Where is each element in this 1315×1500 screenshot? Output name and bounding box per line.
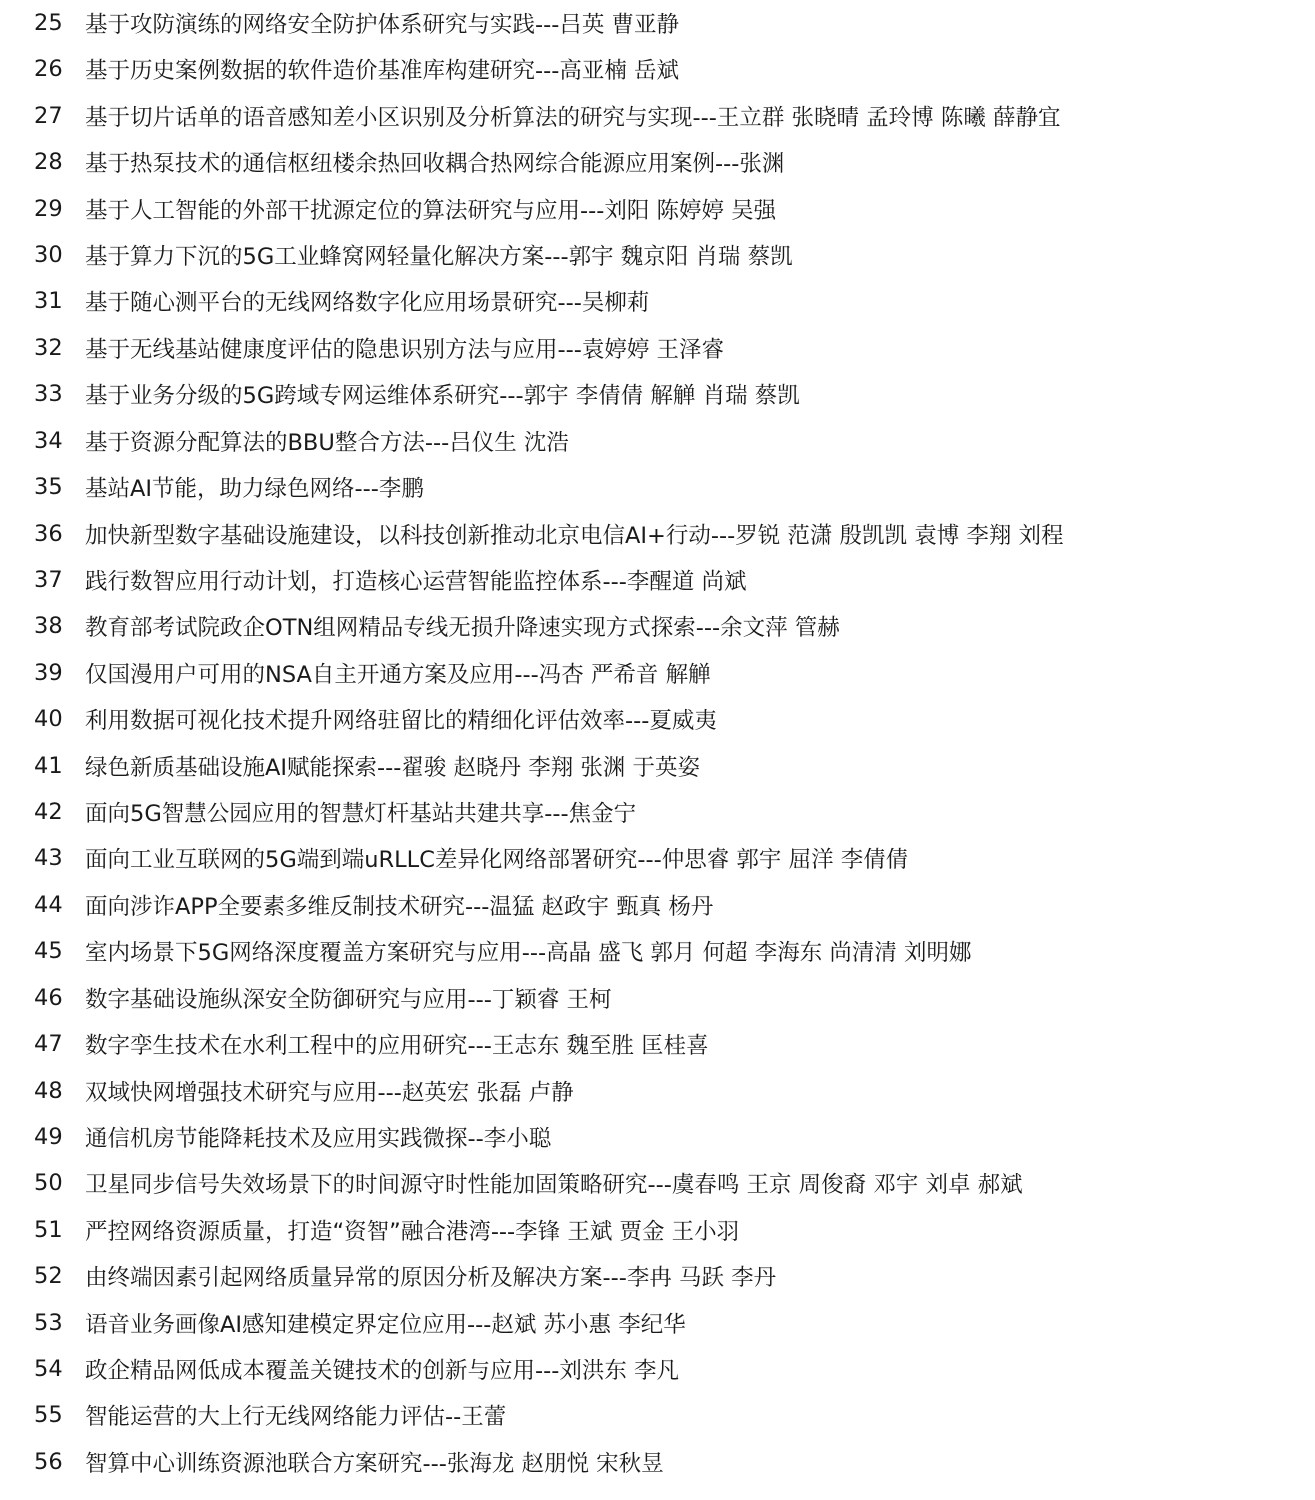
list-item [0,421,1300,461]
list-item [0,1442,1300,1482]
item-text: 基于历史案例数据的软件造价基准库构建研究---高亚楠 岳斌 [85,58,680,84]
item-text: 政企精品网低成本覆盖关键技术的创新与应用---刘洪东 李凡 [85,1358,680,1384]
item-number: 54 [34,1356,63,1382]
item-number: 42 [34,799,63,825]
item-number: 38 [34,613,63,639]
item-number: 51 [34,1217,63,1243]
item-text: 双域快网增强技术研究与应用---赵英宏 张磊 卢静 [85,1080,574,1106]
item-number: 34 [34,428,63,454]
item-number: 25 [34,10,63,36]
item-number: 41 [34,753,63,779]
list-item [0,978,1300,1018]
item-number: 49 [34,1124,63,1150]
list-item [0,467,1300,507]
item-text: 基于业务分级的5G跨域专网运维体系研究---郭宇 李倩倩 解觯 肖瑞 蔡凯 [85,383,800,409]
item-number: 40 [34,706,63,732]
list-item [0,699,1300,739]
item-text: 智算中心训练资源池联合方案研究---张海龙 赵朋悦 宋秋昱 [85,1451,664,1477]
list-item [0,514,1300,554]
item-text: 面向工业互联网的5G端到端uRLLC差异化网络部署研究---仲思睿 郭宇 屈洋 李倩倩 [85,847,909,873]
item-number: 26 [34,56,63,82]
item-number: 53 [34,1310,63,1336]
item-text: 仅国漫用户可用的NSA自主开通方案及应用---冯杏 严希音 解觯 [85,662,711,688]
item-text: 数字基础设施纵深安全防御研究与应用---丁颖睿 王柯 [85,987,612,1013]
list-item [0,142,1300,182]
list-item [0,885,1300,925]
item-text: 基于算力下沉的5G工业蜂窝网轻量化解决方案---郭宇 魏京阳 肖瑞 蔡凯 [85,244,793,270]
list-item [0,560,1300,600]
list-item [0,746,1300,786]
item-number: 48 [34,1078,63,1104]
item-number: 52 [34,1263,63,1289]
item-text: 室内场景下5G网络深度覆盖方案研究与应用---高晶 盛飞 郭月 何超 李海东 尚清清 刘明娜 [85,940,972,966]
item-text: 践行数智应用行动计划，打造核心运营智能监控体系---李醒道 尚斌 [85,569,747,595]
item-number: 56 [34,1449,63,1475]
item-text: 加快新型数字基础设施建设，以科技创新推动北京电信AI+行动---罗锐 范潇 殷凯凯 袁博 李翔 刘程 [85,523,1064,549]
item-text: 基于随心测平台的无线网络数字化应用场景研究---吴柳莉 [85,290,650,316]
list-item [0,792,1300,832]
item-text: 绿色新质基础设施AI赋能探索---翟骏 赵晓丹 李翔 张渊 于英姿 [85,755,700,781]
list-item [0,1303,1300,1343]
item-text: 教育部考试院政企OTN组网精品专线无损升降速实现方式探索---余文萍 管赫 [85,615,840,641]
item-text: 数字孪生技术在水利工程中的应用研究---王志东 魏至胜 匡桂喜 [85,1033,709,1059]
list-item [0,1071,1300,1111]
list-item [0,1210,1300,1250]
item-number: 55 [34,1402,63,1428]
item-number: 36 [34,521,63,547]
list-item [0,931,1300,971]
item-text: 利用数据可视化技术提升网络驻留比的精细化评估效率---夏威夷 [85,708,717,734]
item-text: 面向涉诈APP全要素多维反制技术研究---温猛 赵政宇 甄真 杨丹 [85,894,714,920]
list-item [0,3,1300,43]
list-item [0,96,1300,136]
item-text: 基于无线基站健康度评估的隐患识别方法与应用---袁婷婷 王泽睿 [85,337,725,363]
item-number: 29 [34,196,63,222]
item-text: 通信机房节能降耗技术及应用实践微探--李小聪 [85,1126,552,1152]
item-text: 基于热泵技术的通信枢纽楼余热回收耦合热网综合能源应用案例---张渊 [85,151,785,177]
item-number: 27 [34,103,63,129]
item-text: 智能运营的大上行无线网络能力评估--王蕾 [85,1404,507,1430]
list-item [0,189,1300,229]
list-item [0,374,1300,414]
list-item [0,1256,1300,1296]
item-number: 44 [34,892,63,918]
item-number: 45 [34,938,63,964]
item-number: 35 [34,474,63,500]
item-text: 基于资源分配算法的BBU整合方法---吕仪生 沈浩 [85,430,569,456]
item-text: 基于人工智能的外部干扰源定位的算法研究与应用---刘阳 陈婷婷 吴强 [85,198,777,224]
item-number: 50 [34,1170,63,1196]
list-item [0,281,1300,321]
item-number: 30 [34,242,63,268]
list-item [0,1117,1300,1157]
item-text: 严控网络资源质量，打造“资智”融合港湾---李锋 王斌 贾金 王小羽 [85,1219,740,1245]
item-text: 面向5G智慧公园应用的智慧灯杆基站共建共享---焦金宁 [85,801,637,827]
item-number: 32 [34,335,63,361]
list-item [0,1395,1300,1435]
item-number: 37 [34,567,63,593]
item-number: 39 [34,660,63,686]
list-item [0,1349,1300,1389]
list-item [0,1024,1300,1064]
list-item [0,1163,1300,1203]
item-text: 基站AI节能，助力绿色网络---李鹏 [85,476,424,502]
item-text: 由终端因素引起网络质量异常的原因分析及解决方案---李冉 马跃 李丹 [85,1265,777,1291]
list-item [0,328,1300,368]
item-number: 43 [34,845,63,871]
item-text: 语音业务画像AI感知建模定界定位应用---赵斌 苏小惠 李纪华 [85,1312,686,1338]
list-item [0,838,1300,878]
list-item [0,653,1300,693]
list-item [0,235,1300,275]
item-number: 33 [34,381,63,407]
item-text: 基于切片话单的语音感知差小区识别及分析算法的研究与实现---王立群 张晓晴 孟玲博 陈曦 薛静宜 [85,105,1061,131]
item-text: 基于攻防演练的网络安全防护体系研究与实践---吕英 曹亚静 [85,12,680,38]
item-number: 46 [34,985,63,1011]
item-text: 卫星同步信号失效场景下的时间源守时性能加固策略研究---虞春鸣 王京 周俊裔 邓宇 刘卓 郝斌 [85,1172,1023,1198]
item-number: 28 [34,149,63,175]
item-number: 31 [34,288,63,314]
list-item [0,606,1300,646]
list-item [0,49,1300,89]
item-number: 47 [34,1031,63,1057]
